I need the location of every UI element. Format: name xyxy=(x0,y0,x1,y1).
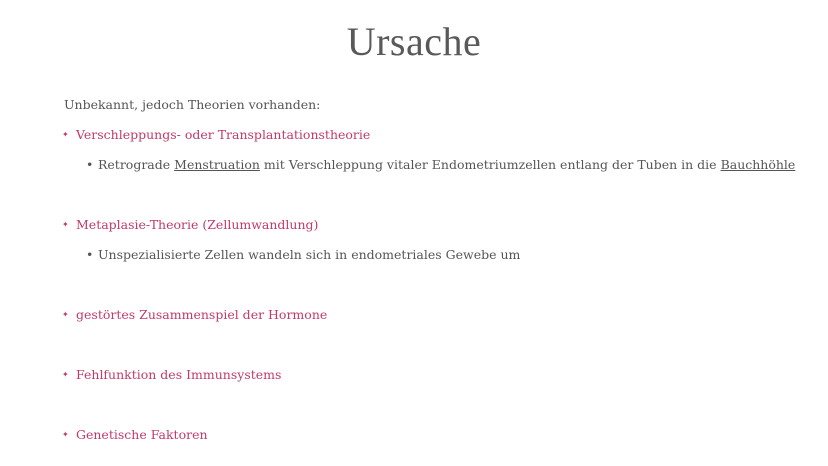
bullet-point-label: Verschleppungs- oder Transplantationstheorie xyxy=(76,127,371,142)
bullet-point-label: Fehlfunktion des Immunsystems xyxy=(76,367,282,382)
bullet-star-icon: ✦ xyxy=(62,310,69,319)
bullet-point-transplantation-theory xyxy=(62,127,370,142)
intro-text: Unbekannt, jedoch Theorien vorhanden: xyxy=(64,97,321,112)
sub-point-unspecialized-cells xyxy=(86,247,520,262)
sub-point-text-middle: mit Verschleppung vitaler Endometriumzellen entlang der Tuben in die xyxy=(259,157,721,172)
bullet-point-genetic-factors xyxy=(62,427,208,442)
bullet-point-hormones xyxy=(62,307,327,322)
sub-point-retrograde-menstruation xyxy=(86,157,795,172)
menstruation-link[interactable]: Menstruation xyxy=(174,157,260,172)
sub-bullet-dot-icon: • xyxy=(86,157,94,172)
bullet-point-label: Metaplasie-Theorie (Zellumwandlung) xyxy=(76,217,319,232)
slide-title: Ursache xyxy=(346,19,482,64)
bullet-star-icon: ✦ xyxy=(62,370,69,379)
bullet-star-icon: ✦ xyxy=(62,130,69,139)
sub-bullet-dot-icon: • xyxy=(86,247,94,262)
bullet-point-label: Genetische Faktoren xyxy=(76,427,208,442)
sub-point-text-start: Retrograde xyxy=(98,157,175,172)
bullet-point-immune-system xyxy=(62,367,281,382)
sub-point-text: Unspezialisierte Zellen wandeln sich in endometriales Gewebe um xyxy=(98,247,521,262)
bullet-point-label: gestörtes Zusammenspiel der Hormone xyxy=(76,307,328,322)
bullet-star-icon: ✦ xyxy=(62,430,69,439)
bauchhoehle-link[interactable]: Bauchhöhle xyxy=(720,157,796,172)
bullet-point-metaplasia-theory xyxy=(62,217,318,232)
bullet-star-icon: ✦ xyxy=(62,220,69,229)
